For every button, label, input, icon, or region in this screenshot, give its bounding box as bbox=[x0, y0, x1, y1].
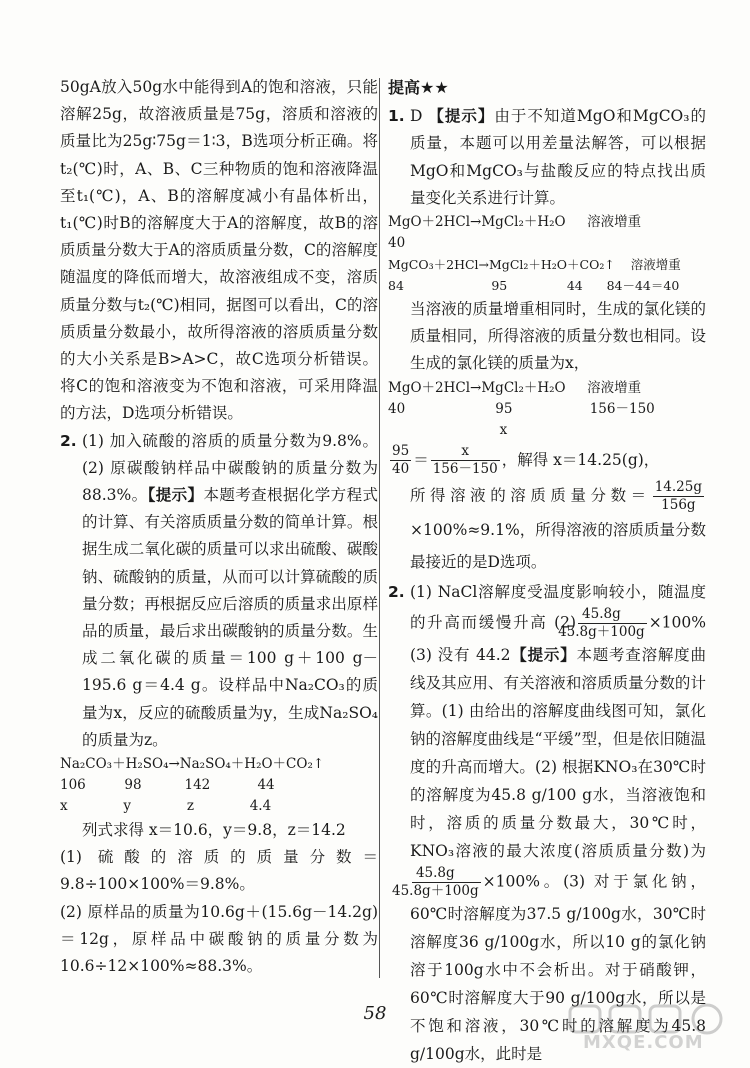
equation-mgo-2: MgO＋2HCl→MgCl₂＋H₂O 溶液增重 bbox=[388, 379, 642, 396]
hint-text: 由于不知道MgO和MgCO₃的质量，本题可以用差量法解答，可以根据MgO和MgCO₃与盐酸反应的特点找出质量变化关系进行计算。 bbox=[410, 107, 706, 207]
hint-label: 【提示】 bbox=[147, 486, 204, 505]
hint-text: 本题考查根据化学方程式的计算、有关溶质质量分数的简单计算。根据生成二氧化碳的质量可以求出硫酸、碳酸钠、硫酸钠的质量，从而可以计算硫酸的质量分数；再根据反应后溶质的质量求出原样品的质量，最后求出碳酸钠的质量分数。生成二氧化碳的质量＝100 g＋100 g－195.6 g＝4.4 g。设样品中Na₂CO₃的质量为x，反应的硫酸质量为y，生成Na₂SO₄的质量为z。 bbox=[82, 486, 378, 749]
calculation-1: (1) 硫酸的溶质的质量分数＝9.8÷100×100%＝9.8%。 bbox=[60, 848, 378, 894]
equation-mgco3-mass: 84 95 44 84－44＝40 bbox=[388, 278, 680, 294]
equation-mgo: MgO＋2HCl→MgCl₂＋H₂O 溶液增重 bbox=[388, 214, 642, 231]
question-number: 2. bbox=[60, 431, 77, 450]
watermark-icon bbox=[565, 1002, 735, 1036]
proportion-equation: $\frac{95}{40}$ ＝ $\frac{x}{156-150}$ ，解得 x＝14.25(g)， bbox=[392, 443, 660, 478]
equation-mgo-2-var: x bbox=[388, 421, 508, 438]
fraction: $\frac{45.8g}{45.8g+100g}$ bbox=[558, 605, 645, 640]
calculation-2: (2) 原样品的质量为10.6g＋(15.6g－14.2g)＝12g，原样品中碳酸钠的质量分数为10.6÷12×100%≈88.3%。 bbox=[60, 902, 378, 976]
question-number: 1. bbox=[388, 107, 405, 126]
fraction: $\frac{x}{156-150}$ bbox=[432, 443, 498, 478]
explanation-text: 当溶液的质量增重相同时，生成的氯化镁的质量相同，所得溶液的质量分数也相同。设生成的氯化镁的质量为x， bbox=[410, 300, 706, 373]
left-column bbox=[60, 74, 378, 980]
equation-variables: x y z 4.4 bbox=[60, 798, 272, 815]
watermark-logo bbox=[565, 1002, 735, 1054]
question-number: 2. bbox=[388, 582, 405, 601]
fraction: $\frac{95}{40}$ bbox=[392, 443, 410, 478]
solution-text: 列式求得 x＝10.6，y＝9.8，z＝14.2 bbox=[82, 821, 346, 840]
column-divider bbox=[379, 78, 380, 978]
result-text: 所得溶液的溶质质量分数＝ $\frac{14.25g}{156g}$ ×100%≈9.1%，所得溶液的溶质质量分数最接近的是D选项。 bbox=[410, 478, 706, 571]
equation-mgco3: MgCO₃＋2HCl→MgCl₂＋H₂O＋CO₂↑ 溶液增重 bbox=[388, 257, 681, 273]
equation-masses: 106 98 142 44 bbox=[60, 777, 275, 794]
page-number: 58 bbox=[363, 1003, 387, 1024]
answer-text: (1) 加入硫酸的溶质的质量分数为9.8%。 (2) 原碳酸钠样品中碳酸钠的质量分数为88.3%。 bbox=[82, 431, 378, 505]
equation-mgo-mass: 40 bbox=[388, 235, 406, 252]
question-2: 2. (1) NaCl溶解度受温度影响较小，随温度的升高而缓慢升高 (2) $\frac{45.8g}{45.8g+100g}$ ×100% (3) 没有 44.2【提示】本题考查溶解度曲线及其应用、有关溶液和溶质质量分数的计算。(1) 由给出的溶解度曲线图可知，氯化钠的溶解度曲线是“平缓”型，但是依旧随温度的升高而增大。(2) 根据KNO₃在30℃时的溶解度为45.8 g/100 g水，当溶液饱和时，溶质的质量分数最大，30℃时，KNO₃溶液的最大浓度(溶质质量分数)为 $\frac{45.8g}{45.8g+100g}$ ×100%。(3) 对于氯化钠，60℃时溶解度为37.5 g/100g水，30℃时溶解度36 g/100g水，所以10 g的氯化钠溶于100g水中不会析出。对于硝酸钾，60℃时溶解度大于90 g/100g水，所以是不饱和溶液，30℃时的溶解度为45.8 g/100g水，此时是 bbox=[388, 578, 706, 1068]
hint-label: 【提示】 bbox=[428, 107, 495, 126]
question-2 bbox=[60, 428, 378, 754]
chemical-equation: Na₂CO₃＋H₂SO₄→Na₂SO₄＋H₂O＋CO₂↑ bbox=[60, 756, 325, 773]
fraction: $\frac{45.8g}{45.8g+100g}$ bbox=[392, 864, 479, 899]
fraction: $\frac{14.25g}{156g}$ bbox=[654, 478, 702, 513]
hint-label: 【提示】 bbox=[510, 645, 577, 664]
equation-mgo-2-mass: 40 95 156－150 bbox=[388, 400, 655, 417]
section-title: 提高★★ bbox=[388, 78, 449, 97]
watermark-text: MXQE.COM bbox=[583, 1032, 704, 1053]
answer-choice: D bbox=[410, 107, 423, 126]
question-1 bbox=[388, 103, 706, 212]
right-column bbox=[388, 74, 706, 1068]
paragraph-continuation: 50gA放入50g水中能得到A的饱和溶液，只能溶解25g，故溶液质量是75g，溶质和溶液的质量比为25g∶75g＝1∶3，B选项分析正确。将t₂(℃)时，A、B、C三种物质的饱和溶液降温至t₁(℃)，A、B的溶解度减小有晶体析出，t₁(℃)时B的溶解度大于A的溶解度，故B的溶质质量分数大于A的溶质质量分数，C的溶解度随温度的降低而增大，故溶液组成不变，溶质质量分数与t₂(℃)相同，据图可以看出，C的溶质质量分数最小，故所得溶液的溶质质量分数的大小关系是B>A>C，故C选项分析错误。将C的饱和溶液变为不饱和溶液，可采用降温的方法，D选项分析错误。 bbox=[60, 78, 378, 423]
